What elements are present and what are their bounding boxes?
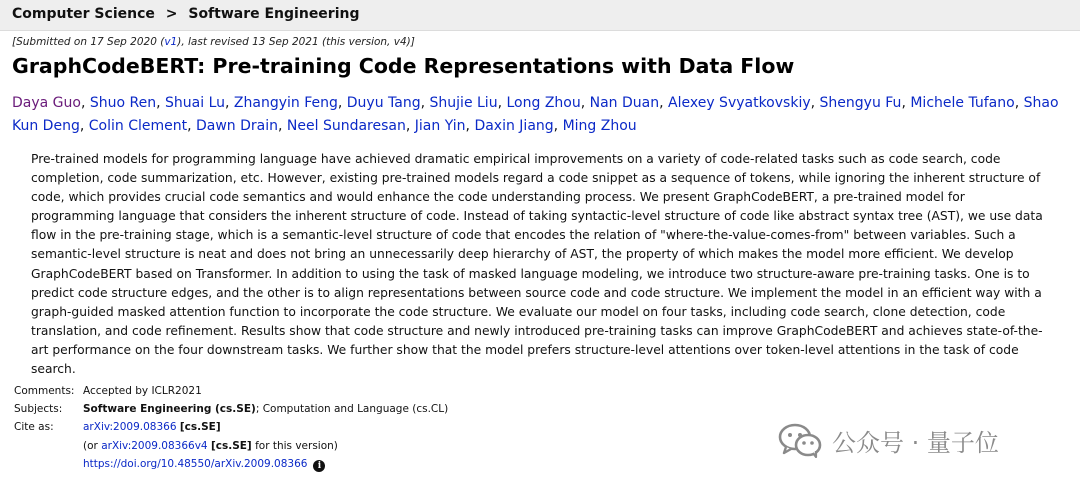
author-link[interactable]: Zhangyin Feng — [233, 95, 338, 111]
dateline-suffix: ), last revised 13 Sep 2021 (this version, v4)] — [177, 36, 415, 48]
comments-value: Accepted by ICLR2021 — [83, 385, 202, 397]
breadcrumb-separator: > — [165, 6, 178, 22]
subjects-value — [83, 400, 448, 418]
author-link[interactable]: Nan Duan — [589, 95, 660, 111]
doi-link[interactable]: https://doi.org/10.48550/arXiv.2009.08366 — [83, 457, 308, 470]
author-link[interactable]: Shuai Lu — [165, 95, 225, 111]
arxiv-id-link[interactable]: arXiv:2009.08366 — [83, 421, 177, 434]
watermark-text: 公众号 · 量子位 — [832, 428, 999, 457]
version-category: [cs.SE] — [210, 439, 252, 452]
header-bar — [0, 0, 1080, 31]
author-list: Daya Guo, Shuo Ren, Shuai Lu, Zhangyin Feng, Duyu Tang, Shujie Liu, Long Zhou, Nan Duan, Alexey Svyatkovskiy, Shengyu Fu, Michele Tufano, Shao Kun Deng, Colin Clement, Dawn Drain, Neel Sundaresan, Jian Yin, Daxin Jiang, Ming Zhou — [12, 95, 1059, 134]
author-link[interactable]: Shuo Ren — [89, 95, 157, 111]
author-link[interactable]: Long Zhou — [506, 95, 581, 111]
author-link[interactable]: Shengyu Fu — [819, 95, 902, 111]
breadcrumb-subcategory[interactable]: Software Engineering — [188, 6, 360, 22]
author-link[interactable]: Michele Tufano — [910, 95, 1015, 111]
cite-label: Cite as: — [14, 421, 54, 434]
submission-dateline — [12, 36, 415, 48]
author-link[interactable]: Ming Zhou — [562, 117, 637, 134]
paper-title: GraphCodeBERT: Pre-training Code Representations with Data Flow — [12, 54, 795, 78]
secondary-subjects: ; Computation and Language (cs.CL) — [255, 403, 449, 416]
dateline-prefix: [Submitted on 17 Sep 2020 ( — [12, 36, 165, 48]
version-prefix: (or — [83, 439, 102, 452]
info-icon[interactable]: i — [313, 460, 325, 472]
version-value — [83, 437, 338, 455]
breadcrumb-category[interactable]: Computer Science — [12, 6, 155, 22]
author-link[interactable]: Jian Yin — [414, 117, 466, 134]
version-v1-link[interactable]: v1 — [164, 36, 178, 48]
primary-subject: Software Engineering (cs.SE) — [83, 403, 256, 416]
author-link[interactable]: Daya Guo — [12, 95, 81, 111]
breadcrumb — [12, 6, 360, 22]
author-link[interactable]: Shujie Liu — [429, 95, 498, 111]
author-link[interactable]: Alexey Svyatkovskiy — [668, 95, 811, 111]
doi-value — [83, 455, 325, 473]
cite-category: [cs.SE] — [179, 421, 221, 434]
author-link[interactable]: Neel Sundaresan — [286, 117, 406, 134]
author-link[interactable]: Duyu Tang — [346, 95, 421, 111]
wechat-icon — [778, 422, 822, 458]
author-link[interactable]: Dawn Drain — [196, 117, 279, 134]
cite-value — [83, 418, 221, 436]
author-link[interactable]: Shao Kun Deng — [12, 95, 1059, 134]
version-suffix: for this version) — [251, 439, 338, 452]
arxiv-version-link[interactable]: arXiv:2009.08366v4 — [101, 439, 208, 452]
watermark — [778, 420, 999, 460]
author-link[interactable]: Daxin Jiang — [474, 117, 554, 134]
author-link[interactable]: Colin Clement — [88, 117, 188, 134]
abstract-text: Pre-trained models for programming language have achieved dramatic empirical improvements on a variety of code-related tasks such as code search, code completion, code summarization, etc. However, existing pre-trained models regard a code snippet as a sequence of tokens, while ignoring the inherent structure of code, which provides crucial code semantics and would enhance the code understanding process. We present GraphCodeBERT, a pre-trained model for programming language that considers the inherent structure of code. Instead of taking syntactic-level structure of code like abstract syntax tree (AST), we use data flow in the pre-training stage, which is a semantic-level structure of code that encodes the relation of "where-the-value-comes-from" between variables. Such a semantic-level structure is neat and does not bring an unnecessarily deep hierarchy of AST, the property of which makes the model more efficient. We develop GraphCodeBERT based on Transformer. In addition to using the task of masked language modeling, we introduce two structure-aware pre-training tasks. One is to predict code structure edges, and the other is to align representations between source code and code structure. We implement the model in an efficient way with a graph-guided masked attention function to incorporate the code structure. We evaluate our model on four tasks, including code search, clone detection, code translation, and code refinement. Results show that code structure and newly introduced pre-training tasks can improve GraphCodeBERT and achieves state-of-the-art performance on the four downstream tasks. We further show that the model prefers structure-level attentions over token-level attentions in the task of code search. — [31, 152, 1043, 377]
comments-label: Comments: — [14, 385, 75, 397]
subjects-label: Subjects: — [14, 403, 63, 416]
